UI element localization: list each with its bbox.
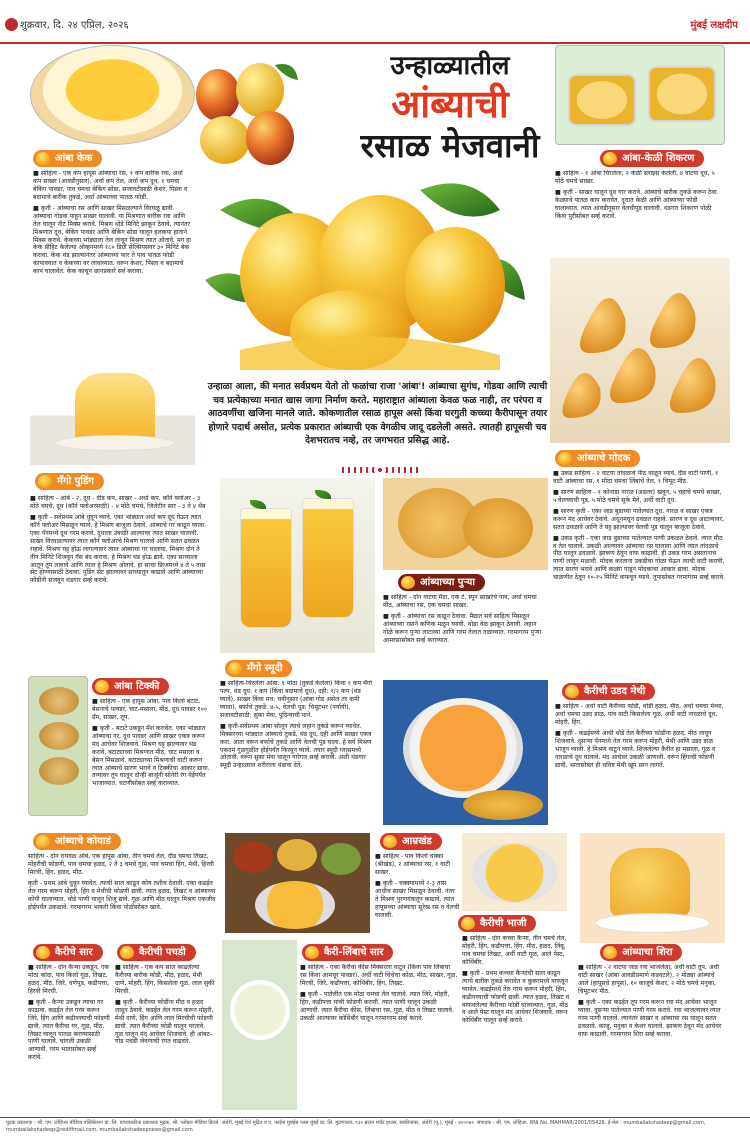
modak-image (550, 258, 730, 443)
kokad-method: कृती - प्रथम आंबे धुवून घ्यावेत. त्याची साल काढून कोय तशीच ठेवावी. एका कढईत तेल गरम करून मोहरी, हिंग व मेथीची फोडणी द्यावी. त्यात हळद, तिखट व आंब्याच्या कोयी घालाव्यात. थोडे पाणी घालून शिजू द्यावे. गूळ आणि मीठ घालून मिश्रण एकजीव होईपर्यंत उकळावे. गरमागरम भाकरी किंवा पोळीसोबत खावे. (28, 879, 216, 911)
imprint-footer: मुद्रक प्रकाशक - श्री. एम. लोहिआ मीडिया पब्लिकेशन प्रा. लि. यांच्याकरिता प्रकाशक मुद्रक, श्री. ग्लोबल मीडिया प्रिंटर्स, अंधेरी, मुंबई येथे मुद्रित व ए. फाईस मुबईस प्लस मुंबई प्रा. लि. मुद्रणालय. ९३२ ब्राउन मर्चंट हाउस, साकीनाका, अंधेरी (पू.), मुंबई - ४०००७२. संपादक - श्री. एम. लोहिआ. RNI No. MAHMAR/2001/05426. ई-मेल : mumbailakshadeep@gmail.com, mumbailakshadeep@rediffmail.com, mumbailakshadeepnews@gmail.com (0, 1117, 750, 1148)
amba-cake-title: आंबा केक (33, 150, 102, 167)
modak-text (553, 470, 725, 675)
mango-pudding-text (30, 495, 207, 670)
kairi-bhaji-method: ■ कृती - प्रथम कच्च्या कैऱ्यांची साल काढून त्याचे बारीक तुकडे करावेत व कुकरमध्ये वाफवून घ्यावेत. कढईमध्ये तेल गरम करून मोहरी, हिंग, कढीपत्त्याची फोडणी द्यावी. त्यात हळद, तिखट व वाफवलेल्या कैरीच्या फोडी घालाव्यात. गूळ, मीठ व आले पेस्ट घालून मंद आचेवर शिजवावे. वरून कोथिंबीर घालून सर्व्ह करावे. (462, 969, 570, 1025)
amrakhand-image (462, 833, 567, 911)
mango-smoothie-image (220, 478, 375, 653)
amba-shira-title: आंब्याचा शिरा (600, 944, 682, 961)
modak-ingredients: ■ उकड साहित्य - २ वाटया तांदळाचे पीठ वाळून घ्यावे, दीड वाटी पाणी, १ वाटी आंब्याचा रस, १ मोठा चमचा लिंबाचे तेल, १ चिमूट मीठ. (553, 470, 719, 485)
modak-title: आंब्याचे मोदक (555, 450, 640, 467)
amba-tikki-title: आंबा टिक्की (92, 678, 169, 695)
kairi-limbu-saar-ingredients: ■ साहित्य - एका कैरीचा कीस मिक्सरला वाटून (किंवा पाव लिंबाचा रस किंवा आमचूर पावडर), अर्धी वाटी चिंचेचा कोळ, मीठ, साखर, गूळ, मिरची, जिरे, कढीपत्ता, कोथिंबीर, हिंग, तिखट. (300, 964, 458, 987)
publication-name: मुंबई लक्षदीप (690, 20, 738, 31)
amba-cake-method: ■ कृती - आंब्याचा रस आणि साखर मिसळल्याने विरघळू द्यावी. आंब्याचा गोडवा पाहून साखर घालावी. या मिश्रणात बारीक रवा आणि तेल घालून नीट मिक्स करावे. मिश्रण थोडे मिनिटे झाकून ठेवावे, त्यानंतर मिश्रणात दूध, बेकिंग पावडर आणि बेकिंग सोडा घालून हलकया हाताने मिक्स करावे. केकच्या भांड्याला तेल लावून मिश्रण त्यात ओतावे. मग हा केक प्रीहिट केलेल्या ओव्हनमध्ये १८० डिग्री सेल्सियसवर ३० मिनिटे बेक करावा. केक थंड झाल्यानंतर आंब्याच्या फार ते पाव पातळ फोडी कापावयात व केकच्या वर लावाव्यात. वरून केशर, पिस्ता व बदामाचे काप घालावेत. केक काचून छानप्रकारे सर्व करावा. (33, 204, 191, 276)
shikran-method: ■ कृती - साखर घालून दूध गार करावे. आंब्याचे बारीक तुकडे करून ठेवा. केळ्याचे पातळ काप करावेत. दूधात केळी आणि आंब्याच्या फोडी घालाव्यात. त्यात आवडीनुसार वेलचीपूड घालावी. थंडगार शिकरण पोळी किंवा पुरीसोबत सर्व्ह करावे. (555, 188, 719, 220)
page-header (0, 0, 750, 44)
kairi-pachadi-method: ■ कृती - कैरीच्या फोडींना मीठ व हळद लावून ठेवावे. कढईत तेल गरम करून मोहरी, मेथी दाणे, हिंग आणि लाल मिरचीची फोडणी द्यावी. त्यात कैरीच्या फोडी घालून परतावे. गूळ घालून मंद आचेवर शिजवावे. ही आंबट-गोड पचडी जेवणाची रंगत वाढवते. (115, 998, 214, 1046)
shikran-ingredients: ■ साहित्य - १ आंबा चिरलेला, २ केळी स्लाइस केलेली, ४ वाटया दूध, ५ मोठे चमचे साखर. (555, 170, 715, 185)
kairi-saar-method: ■ कृती - कैऱ्या उकडून त्याचा गर काढावा. कढईत तेल गरम करून जिरे, हिंग आणि कढीपत्त्याची फोडणी द्यावी. त्यात कैरीचा गर, गूळ, मीठ, तिखट घालून पातळ करण्यासाठी पाणी घालावे. चांगली उकळी आणावी. गरम भातासोबत सर्व्ह करावे. (28, 998, 110, 1062)
amba-puri-image (383, 478, 548, 570)
mango-pudding-image (30, 355, 195, 465)
amba-tikki-text (92, 698, 210, 826)
kairi-limbu-saar-method: ■ कृती - पातेलीत एक मोठा चमचा तेल घालावे. त्यात जिरे, मोहरी, हिंग, कढीपत्ता यांची फोडणी करावी. त्यात पाणी घालून उकळी आणावी. त्यात कैरीचा कीस, लिंबाचा रस, गूळ, मीठ व तिखट घालावे. उकळी आल्यावर कोथिंबीर घालून गरमागरम सर्व्ह करावे. (300, 990, 454, 1022)
intro-paragraph: उन्हाळा आला, की मनात सर्वप्रथम येतो तो फळांचा राजा 'आंबा'! आंब्याचा सुगंध, गोडवा आणि त्याची चव प्रत्येकाच्या मनात खास जागा निर्माण करते. महाराष्ट्रात आंब्याला केवळ फळ नाही, तर परंपरा व आठवणींचा खजिना मानले जाते. कोकणातील रसाळ हापूस असो किंवा घरगुती कच्च्या कैरीपासून तयार होणारे पदार्थ असोत, प्रत्येक प्रकारात आंब्याची एक वेगळीच जादू दडलेली असते. त्यातही हापूसची चव देशभरातच नव्हे, तर जगभरात प्रसिद्ध आहे. (207, 381, 548, 447)
kairi-udad-methi-title: कैरीची उडद मेथी (562, 683, 655, 700)
amba-puri-title: आंब्याच्या पुऱ्या (398, 574, 485, 591)
mango-pudding-title: मँगो पुडिंग (35, 473, 104, 490)
mango-smoothie-title: मँगो स्मूदी (225, 660, 292, 677)
amba-tikki-ingredients: ■ साहित्य - एक हापूस आंबा, पाव किलो बटाटे, बेसनाचे पावडर, चाट-मसाला, मीठ, दूध पावडर १०० ग्रॅम, साखर, तूप. (92, 698, 207, 721)
kairi-pachadi-ingredients: ■ साहित्य - एक कप साल काढलेल्या कैरीच्या बारीक फोडी, मीठ, हळद, मेथी दाणे, मोहरी, हिंग, किसलेला गूळ, लाल सुकी मिरची. (115, 964, 215, 995)
amba-shira-ingredients: ■ साहित्य - २ वाटया जाड रवा भाजलेला, अर्धी वाटी तूप, अर्धी वाटी साखर (आंबा आवडीप्रमाणे कडवटले), २ मोठ्या आंब्याचे आले (हापूसचे हापूस), १० काजूचे केशर, २ मोठे चमचे मनुका, चिमूटभर मीठ. (578, 964, 719, 995)
shikran-text (555, 170, 723, 250)
kairi-limbu-saar-title: कैरी-लिंबाचे सार (302, 944, 393, 961)
amba-cake-image (30, 45, 195, 145)
amrakhand-text (375, 853, 460, 928)
amba-tikki-method: ■ कृती - बटाटे उकडून मॅश करावेत. एका भांड्यात आंब्याचा गर, दूध पावडर आणि साखर एकत्र करून मंद आचेवर शिजवावे. मिश्रण घट्ट झाल्यावर थंड करावे. बटाट्याच्या मिश्रणात मीठ, चाट मसाला व बेसन मिसळावे. बटाट्याच्या मिश्रणाची वाटी करून त्यात आंब्याचे सारण भरावे व टिक्कीचा आकार द्यावा. तव्यावर तूप घालून दोन्ही बाजूंनी सोनेरी रंग येईपर्यंत भाजाव्यात. चटणीसोबत सर्व्ह कराव्यात. (92, 724, 210, 788)
amba-puri-ingredients: ■ साहित्य - दोन वाटया मैदा, एक टे. स्पून साखरेचे पाव, अर्धा चमचा मीठ, आंब्याचा रस, एक चमचा साखर. (383, 594, 537, 609)
title-line-2: आंब्याची (391, 81, 509, 126)
modak-saran-ingredients: ■ सारण साहित्य - १ कोनाडा नारळ (अडलर) खवून, ५ चहाचे चमचे साखर, ५ वेलच्याची पूड, ५ मोठे चमचे सुके मेवे, अर्धी वाटी दूध. (553, 488, 722, 504)
kairi-udad-methi-method: ■ कृती - कढईमध्ये आधी थोडे तेल कैरीच्या फोडींना हळद, मीठ लावून शिजवावे. दुसऱ्या पॅनमध्ये तेल गरम करून मोहरी, मेथी आणि उडद डाळ भाजून घ्यावी. हे मिश्रण वाटून घ्यावे. शिजलेल्या कैरीत हा मसाला, गूळ व नारळाचे दूध घालावे. मंद आचेवर उकळी आणावी. वरून हिंगाची फोडणी द्यावी. भातासोबत ही चविष्ट मेथी खूप छान लागते. (555, 729, 716, 769)
kairi-bhaji-title: कैरीची भाजी (458, 915, 536, 932)
hero-mango-image (200, 170, 530, 370)
issue-date: शुक्रवार, दि. २४ एप्रिल, २०२६ (20, 20, 129, 31)
kairi-udad-methi-text (555, 703, 725, 828)
amba-tikki-image (28, 676, 88, 816)
kairi-limbu-saar-text (300, 964, 458, 1110)
mango-basket-image (190, 60, 300, 170)
kokad-title: आंब्याचे कोयाडं (33, 833, 121, 850)
amrakhand-method: ■ कृती - चक्क्यामध्ये २-३ तास आधीच साखर मिसळून ठेवावी. नंतर ते मिश्रण पुरणयंत्रातून काढावे. त्यात हापूसच्या आंब्याचा सुरेख रस व वेलची घालावी. (375, 879, 460, 919)
kairi-udad-methi-image (383, 680, 548, 825)
mango-pudding-ingredients: ■ साहित्य - आंबे - २, दूध - दीड कप, साखर - अर्धा कप, कॉर्न फ्लोअर - ३ मोठे चमचे, दूध (कॉर्न फ्लोअरसाठी) - ४ मोठे चमचे, जिलेटीन सार - ३ ते ४ थेंब (30, 495, 206, 510)
mango-illustration-icon (200, 170, 530, 370)
shikran-image (555, 45, 725, 145)
kairi-udad-methi-ingredients: ■ साहित्य - अर्धा वाटी कैरीच्या फोडी, थोडी हळद, मीठ, अर्धा चमचा मेथ्या, अर्धा चमचा उडद डाळ, पाव वाटी किसलेला गूळ, अर्धी वाटी नारळाचे दूध, मोहरी, हिंग. (555, 703, 724, 726)
kairi-bhaji-ingredients: ■ साहित्य - दोन कच्चा कैऱ्या, तीन चमचे तेल, मोहरी, हिंग, कढीपत्ता, हिंग, मीठ, हळद, लिंबू, पाव चमचा तिखट, अर्धी वाटी गूळ, आले पेस्ट, कोथिंबीर. (462, 935, 567, 966)
kairi-saar-ingredients: ■ साहित्य - दोन कैऱ्या उकडून, एक मोठा कांदा, पाव किलो गूळ, तिखट, हळद, मीठ, जिरे, धणेपूड, कढीपत्ता, हिरवी मिरची. (28, 964, 110, 995)
title-line-3: रसाळ मेजवानी (360, 126, 540, 165)
shikran-title: आंबा-केळी शिकरण (600, 150, 704, 167)
amrakhand-ingredients: ■ साहित्य - पाव किलो चक्का (श्रीखंड), २ आंब्याचा रस, १ वाटी साखर. (375, 853, 450, 876)
amba-cake-ingredients: ■ साहित्य - एक कप हापूस आंब्याचा रस, १ कप बारीक रवा, अर्धा कप साखर (आवडीनुसार), अर्धा कप तेल, अर्धा कप दूध, १ चमचा बेकिंग पावडर, पाव चमचा बेकिंग सोडा, सजावटीसाठी केशर, पिस्ता व बदामाचे बारीक तुकडे, अर्धा आंब्याच्या पातळ फोडी. (33, 170, 188, 201)
modak-saran-method: ■ सारण कृती - एका जाड बुडाच्या पातेल्यात दूध, नारळ व साखर एकत्र करून मंद आचेवर ठेवावे. अधूनमधून ढवळत राहावे. सारण व दूध आटल्यावर, सतत ढवळावे आणि ते घट्ट झाल्यावर वेलची पूड घालून बाजूला ठेवावे. (553, 507, 725, 531)
kairi-pachadi-title: कैरीची पचडी (117, 944, 196, 961)
mango-pudding-method: ■ कृती - सर्वप्रथम आंबे धुवून घ्यावे. एका भांड्यात अर्धा कप दूध घेऊन त्यात कॉर्न फ्लोअर मिसळून घ्यावे. हे मिश्रण बाजूला ठेवावे. आंब्याचे गर काढून घ्यावा. एका पॅनमध्ये दूध गरम करावे. दुधाला उकळी आल्यावर त्यात साखर घालावी. साखर विरघळल्यावर त्यात कॉर्न फ्लोअरचे मिश्रण घालावे आणि सतत ढवळत राहावे. मिश्रण घट्ट होऊ लागल्यावर त्यात आंब्याचा गर घालावा. मिश्रण दोन ते तीन मिनिटे शिजवून गॅस बंद करावा. हे मिश्रण थंड होऊ द्यावे. एका साच्याला आतून तूप लावावे आणि त्यात हे मिश्रण ओतावे. हा साचा फ्रिजमध्ये ४ ते ५ तास सेट होण्यासाठी ठेवावा. पुडिंग सेट झाल्यावर साच्यातून काढावे आणि आंब्याच्या फोडींनी सजवून थंडगार सर्व्ह करावे. (30, 513, 207, 585)
kokad-text (28, 853, 218, 933)
mango-smoothie-ingredients: ■ साहित्य-चिरलेला आंबा: १ मोठा (तुकडे केलेला) किंवा १ कप मॅंगो पल्प, थंड दूध: १ कप (किंवा बदामाचे दूध), दही: १/२ कप (थंड घ्यावे), साखर किंवा मध: चवीनुसार (आंबा गोड असेल तर कमी घ्यावा), बर्फाचे तुकडे: ४-५, वेलची पूड: चिमूटभर (पर्यायी), सजावटीसाठी: सुका मेवा, पुदिन्याची पाने. (220, 680, 372, 719)
title-line-1: उन्हाळ्यातील (390, 51, 510, 81)
amba-shira-image (580, 833, 725, 943)
amba-shira-method: ■ कृती - एका कढईत तूप गरम करून रवा मंद आचेवर भाजून घ्यावा. दुसऱ्या पातेल्यात पाणी गरम करावे. रवा भाजल्यावर त्यात गरम पाणी घालावे. त्यानंतर साखर व आंब्याचा रस घालून सतत ढवळावे. काजू, मनुका व केशर घालावे. झाकण ठेवून मंद आचेवर वाफ काढावी. गरमागरम शिरा सर्व्ह करावा. (578, 998, 722, 1038)
kairi-bhaji-text (462, 935, 572, 1110)
kairi-saar-title: कैरीचे सार (33, 944, 103, 961)
page-title (310, 50, 590, 166)
modak-ukad-method: ■ उकड कृती - एका जाड बुडाच्या पातेल्यात पाणी उकळत ठेवावे. त्यात मीठ व तेल घालावे. उकळी आल्यावर आंब्याचा रस घालावा आणि त्यात तांदळाचे पीठ घालून ढवळावे. झाकण ठेवून वाफ काढावी. ही उकड गरम असतानाच पाणी लावून मळावी. मोदक करताना उकडीचा गोळा घेऊन त्याची वाटी करावी, त्यात सारण भरावे आणि कळ्या पाडून मोदकाचा आकार द्यावा. मोदक चाळणीत ठेवून १०-१५ मिनिटे वाफवून घ्यावे. तुपासोबत गरमागरम सर्व्ह करावे. (553, 534, 725, 582)
mango-smoothie-text (220, 680, 377, 828)
amba-cake-text (33, 170, 191, 340)
mango-smoothie-method: ■ कृती-सर्वप्रथम आंबा सोलून त्याचे लहान तुकडे करून घ्यावेत. मिक्सरच्या भांड्यात आंब्याचे तुकडे, थंड दूध, दही आणि साखर एकत्र करा. आता वरून बर्फाचे तुकडे आणि वेलची पूड घाला. हे सर्व मिश्रण एकदम गुळगुळीत होईपर्यंत फिरवून घ्यावे. तयार स्मूदी ग्लासमध्ये ओतावी. वरून सुका मेवा घालून गारेगार सर्व्ह करावी. अशी थंडगार स्मूदी उन्हाळ्यात शरीराला थंडावा देते. (220, 722, 372, 770)
kokad-ingredients: साहित्य - दोन रायवळ आंबे, एक हापूस आंबा, तीन चमचे तेल, दीड चमचा तिखट, मोहरीची फोडणी, पाव चमचा हळद, २ ते ३ चमचे गूळ, पाव चमचा हिंग, मेथी, हिरवी मिरची, हिंग, हळद, मीठ. (28, 853, 214, 876)
kairi-limbu-saar-image (222, 940, 297, 1110)
publication-logo-icon (5, 18, 18, 31)
intro-divider (340, 467, 420, 473)
kairi-saar-text (28, 964, 110, 1110)
amba-shira-text (578, 964, 726, 1110)
spices-image (225, 833, 370, 933)
amrakhand-title: आम्रखंड (380, 833, 442, 850)
amba-puri-method: ■ कृती - आंब्याचा रस काढून ठेवावा. मैद्यात सर्व साहित्य मिसळून आंब्याच्या रसाने कणिक मळून घ्यावी. थोडा वेळ झाकून ठेवावी. लहान गोळे करून पुऱ्या लाटाव्या आणि गरम तेलात तळाव्यात. गरमागरम पुऱ्या आमरसासोबत सर्व्ह कराव्यात. (383, 612, 542, 644)
amba-puri-text (383, 594, 548, 668)
kairi-pachadi-text (115, 964, 215, 1110)
